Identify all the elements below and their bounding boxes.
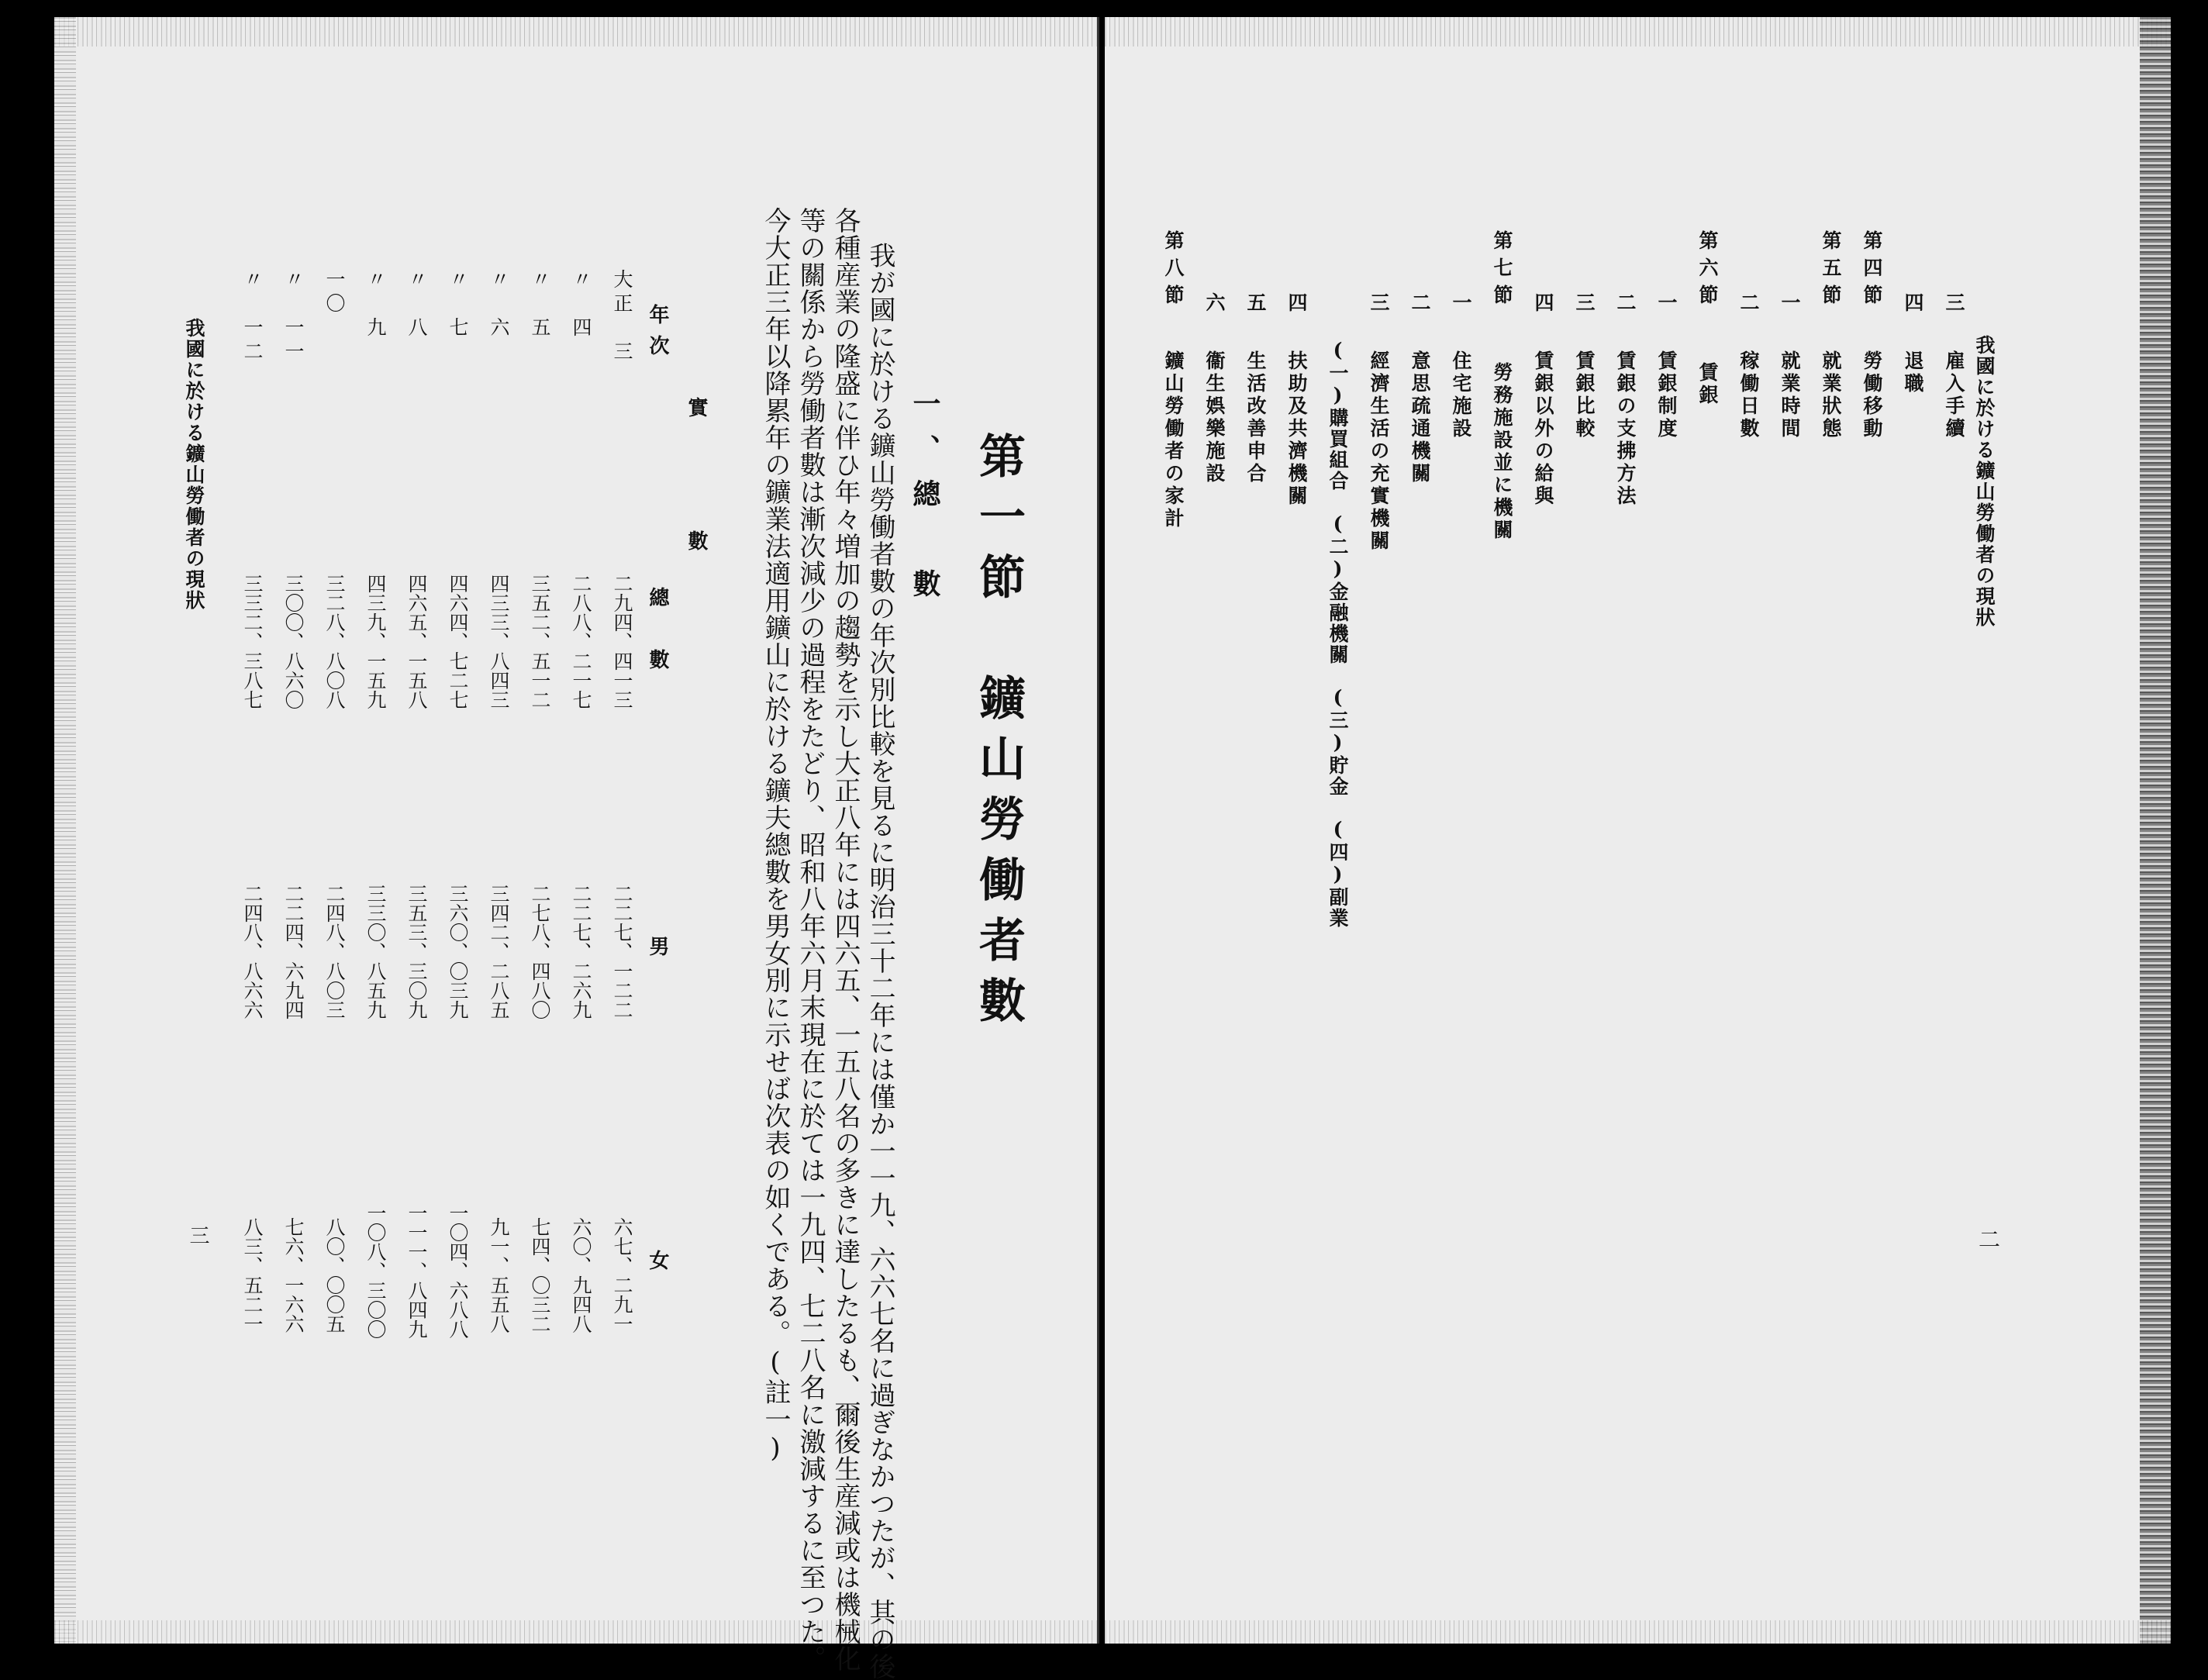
- scan-noise-top: [1105, 17, 2171, 47]
- table-cell-female: 七六、一六六: [282, 1217, 305, 1333]
- toc-entry-label: 就業時間: [1778, 350, 1801, 440]
- table-cell-total: 三三二、三八七: [241, 574, 264, 709]
- right-page: [1105, 17, 2171, 1644]
- toc-entry-label: 雇入手續: [1943, 350, 1965, 440]
- toc-entry-label: 就業狀態: [1820, 350, 1842, 440]
- table-cell-female: 六七、二九一: [611, 1217, 633, 1333]
- toc-entry-label: 經濟生活の充實機關: [1368, 350, 1390, 553]
- subsection-heading: 一、總 數: [909, 389, 941, 614]
- toc-entry-label: 賃銀以外の給與: [1532, 350, 1554, 508]
- table-cell-male: 三五三、三〇九: [405, 884, 428, 1019]
- table-cell-total: 四六四、七二七: [447, 574, 469, 709]
- table-cell-male: 二四八、八六六: [241, 884, 264, 1019]
- table-cell-female: 八〇、〇〇五: [323, 1217, 346, 1333]
- toc-entry-number: 三: [1943, 292, 1965, 315]
- toc-entry-number: 一: [1450, 292, 1472, 315]
- toc-entry-number: 四: [1902, 292, 1924, 315]
- table-cell-female: 七四、〇三二: [529, 1217, 551, 1333]
- toc-entry-number: 二: [1409, 292, 1431, 315]
- table-cell-male: 二四八、八〇三: [323, 884, 346, 1019]
- toc-entry-label: 賃銀: [1696, 362, 1719, 407]
- toc-entry-label: 賃銀の支拂方法: [1614, 350, 1637, 508]
- toc-entry-number: 第四節: [1861, 230, 1883, 312]
- scan-noise-left: [54, 17, 76, 1644]
- table-cell-year: 〃 一一: [282, 269, 305, 365]
- table-group-header: 實 數: [685, 397, 708, 597]
- table-cell-female: 一〇四、六八八: [447, 1203, 469, 1339]
- toc-entry-label: 扶助及共濟機關: [1285, 350, 1308, 508]
- toc-entry-number: 一: [1778, 292, 1801, 315]
- table-cell-female: 八三、五二一: [241, 1217, 264, 1333]
- scan-noise-bottom: [54, 1620, 1097, 1644]
- table-cell-year: 大正 三: [611, 269, 633, 365]
- table-cell-total: 四三三、八四三: [488, 574, 510, 709]
- table-cell-total: 三五二、五一二: [529, 574, 551, 709]
- toc-entry-label: (一)購買組合 (二)金融機關 (三)貯金 (四)副業: [1327, 339, 1349, 929]
- toc-entry-label: 賃銀比較: [1573, 350, 1596, 440]
- toc-entry-number: 一: [1655, 292, 1678, 315]
- toc-entry-label: 稼働日數: [1737, 350, 1760, 440]
- toc-entry-label: 衞生娯樂施設: [1203, 350, 1226, 485]
- toc-entry-number: 第五節: [1820, 230, 1842, 312]
- toc-entry-label: 退職: [1902, 350, 1924, 395]
- table-cell-female: 一〇八、三〇〇: [364, 1203, 387, 1339]
- table-cell-total: 四三九、一五九: [364, 574, 387, 709]
- toc-entry-number: 六: [1203, 292, 1226, 315]
- toc-entry-number: 二: [1737, 292, 1760, 315]
- table-cell-year: 〃 一二: [241, 269, 264, 365]
- running-head: 我國に於ける鑛山勞働者の現狀: [183, 318, 205, 611]
- toc-entry-number: 五: [1244, 292, 1267, 315]
- table-cell-female: 六〇、九四八: [570, 1217, 592, 1333]
- table-cell-total: 二九四、四一三: [611, 574, 633, 709]
- scan-noise-bottom: [1105, 1620, 2171, 1644]
- toc-entry-number: 二: [1614, 292, 1637, 315]
- toc-entry-number: 第八節: [1162, 230, 1185, 312]
- body-paragraph-4: 今大正三年以降累年の鑛業法適用鑛山に於ける鑛夫總數を男女別に示せば次表の如くである。(註一): [760, 207, 791, 1464]
- section-title: 第一節 鑛山勞働者數: [971, 432, 1026, 1037]
- body-paragraph-3: 等の關係から勞働者數は漸次減少の過程をたどり、昭和八年六月末現在に於ては一九四、七二八名に激減するに至つた。: [795, 207, 826, 1672]
- toc-entry-number: 第七節: [1491, 230, 1513, 312]
- table-cell-male: 三四二、二八五: [488, 884, 510, 1019]
- table-cell-year: 〃 八: [405, 269, 428, 341]
- table-col-header-total: 總 數: [646, 587, 669, 680]
- table-cell-male: 二二七、二六九: [570, 884, 592, 1019]
- table-cell-total: 二八八、二一七: [570, 574, 592, 709]
- table-cell-total: 四六五、一五八: [405, 574, 428, 709]
- table-cell-total: 三〇〇、八六〇: [282, 574, 305, 709]
- toc-entry-number: 四: [1532, 292, 1554, 315]
- table-cell-female: 九一、五五八: [488, 1217, 510, 1333]
- table-cell-female: 一一一、八四九: [405, 1203, 428, 1339]
- table-cell-year: 一〇: [323, 269, 346, 317]
- toc-entry-number: 四: [1285, 292, 1308, 315]
- table-col-header-female: 女: [646, 1250, 669, 1270]
- body-paragraph-2: 各種産業の隆盛に伴ひ年々増加の趨勢を示し大正八年には四六五、一五八名の多きに達したるも、爾後生産減或は機械化: [830, 207, 861, 1672]
- toc-entry-number: 第六節: [1696, 230, 1719, 312]
- table-cell-total: 三二八、八〇八: [323, 574, 346, 709]
- toc-entry-number: 三: [1573, 292, 1596, 315]
- scan-noise-right: [2140, 17, 2171, 1644]
- toc-entry-label: 意思疏通機關: [1409, 350, 1431, 485]
- table-col-header-year: 年次: [646, 304, 669, 366]
- table-cell-male: 三六〇、〇三九: [447, 884, 469, 1019]
- table-cell-year: 〃 六: [488, 269, 510, 341]
- table-cell-year: 〃 五: [529, 269, 551, 341]
- table-cell-male: 二二七、一二二: [611, 884, 633, 1019]
- scan-noise-top: [54, 17, 1097, 47]
- table-cell-year: 〃 四: [570, 269, 592, 341]
- left-page: [54, 17, 1099, 1680]
- toc-entry-label: 勞働移動: [1861, 350, 1883, 440]
- toc-entry-label: 勞務施設並に機關: [1491, 362, 1513, 542]
- table-cell-male: 二七八、四八〇: [529, 884, 551, 1019]
- body-paragraph-1: 我が國に於ける鑛山勞働者數の年次別比較を見るに明治三十二年には僅か一一九、六六七名に過ぎなかつたが、其の後: [864, 242, 895, 1680]
- toc-entry-label: 鑛山勞働者の家計: [1162, 350, 1185, 530]
- toc-entry-label: 賃銀制度: [1655, 350, 1678, 440]
- table-cell-year: 〃 九: [364, 269, 387, 341]
- page-number: 二: [1975, 1228, 2001, 1250]
- table-cell-male: 三三〇、八五九: [364, 884, 387, 1019]
- table-col-header-male: 男: [646, 936, 669, 956]
- table-cell-male: 二二四、六九四: [282, 884, 305, 1019]
- page-number: 三: [186, 1225, 209, 1245]
- running-head: 我國に於ける鑛山勞働者の現狀: [1973, 335, 1996, 628]
- toc-entry-label: 生活改善申合: [1244, 350, 1267, 485]
- toc-entry-label: 住宅施設: [1450, 350, 1472, 440]
- table-cell-year: 〃 七: [447, 269, 469, 341]
- toc-entry-number: 三: [1368, 292, 1390, 315]
